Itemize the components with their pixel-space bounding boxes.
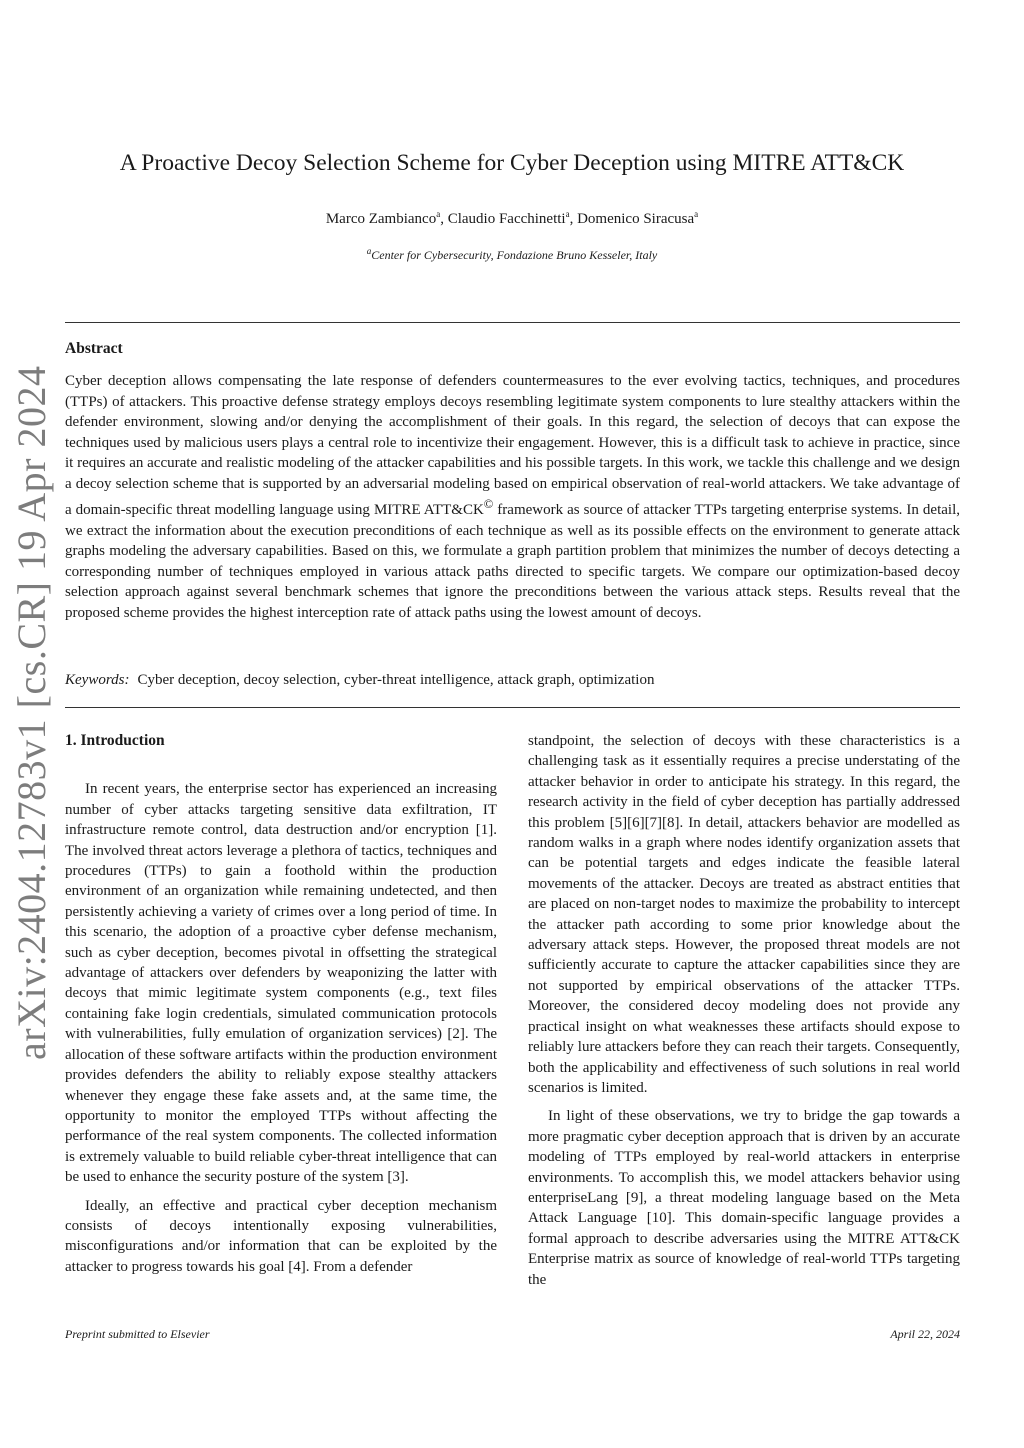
author-name: Domenico Siracusa: [577, 211, 695, 227]
abstract-text: [65, 371, 960, 623]
footer-date: April 22, 2024: [890, 1327, 960, 1341]
author-affiliation-mark: a: [565, 209, 570, 219]
author-affiliation-mark: a: [694, 209, 699, 219]
body-paragraph: In recent years, the enterprise sector has experienced an increasing number of cyber attacks targeting sensitive data exfiltration, IT infrastructure remote control, data destruction and/or encryption [1]. The involved threat actors leverage a plethora of tactics, techniques and procedures (TTPs) to gain a foothold within the production environment of an organization while remaining undetected, and then persistently achieving a variety of crimes over a long period of time. In this scenario, the adoption of a proactive cyber defense mechanism, such as cyber deception, becomes pivotal in offsetting the strategical advantage of attackers over defenders by weaponizing the latter with decoys that mimic legitimate system components (e.g., text files containing fake login credentials, simulated communication protocols with vulnerabilities, fully emulation of organization services) [2]. The allocation of these software artifacts within the production environment provides defenders the ability to reliably expose stealthy attackers whenever they engage these fake assets and, at the same time, the opportunity to monitor the employed TTPs without affecting the performance of the real system components. The collected information is extremely valuable to build reliable cyber-threat intelligence that can be used to enhance the security posture of the system [3].: [65, 781, 497, 1186]
abstract-text-part2: framework as source of attacker TTPs targeting enterprise systems. In detail, we extract the information about the execution preconditions of each technique as well as its possible effects on the environment to generate attack graphs modeling the adversary capabilities. Based on this, we formulate a graph partition problem that minimizes the number of decoys detecting a corresponding number of techniques employed in various attack paths directed to specific targets. We compare our optimization-based decoy selection approach against several benchmark schemes that ignore the preconditions between the various attack steps. Results reveal that the proposed scheme provides the highest interception rate of attack paths using the lowest amount of decoys.: [65, 502, 960, 621]
author-name: Claudio Facchinetti: [447, 211, 566, 227]
author-list: Marco Zambianco$^a$, Claudio Facchinetti$^a$, Domenico Siracusa$^a$: [325, 209, 699, 227]
author-name: Marco Zambianco: [325, 211, 437, 227]
abstract-top-rule: [65, 322, 960, 323]
body-column-left: [65, 731, 497, 1285]
copyright-mark: ©: [483, 497, 494, 511]
abstract-bottom-rule: [65, 707, 960, 708]
body-paragraph: In light of these observations, we try to bridge the gap towards a more pragmatic cyber deception approach that is driven by an accurate modeling of TTPs employed by real-world attackers in enterprise environments. To accomplish this, we model attackers behavior using enterpriseLang [9], a threat modeling language based on the Meta Attack Language [10]. This domain-specific language provides a formal approach to describe adversaries using the MITRE ATT&CK Enterprise matrix as source of knowledge of real-world TTPs targeting the: [528, 1108, 960, 1288]
affiliation-text: Center for Cybersecurity, Fondazione Bruno Kesseler, Italy: [371, 248, 658, 262]
body-paragraph: standpoint, the selection of decoys with these characteristics is a challenging task as it essentially requires a precise understating of the attacker behavior in order to anticipate his strategy. In this regard, the research activity in the field of cyber deception has partially addressed this problem [5][6][7][8]. In detail, attackers behavior are modelled as random walks in a graph where nodes identify organization assets that can be potential targets and edges indicate the feasible lateral movements of the attacker. Decoys are treated as abstract entities that are placed on non-target nodes to maximize the probability to intercept the attacker path according to some prior knowledge about the adversary attack steps. However, the proposed threat models are not sufficiently accurate to capture the attacker capabilities since they are not supported by empirical observations of the attacker TTPs. Moreover, the considered decoy modeling does not provide any practical insight on what weaknesses these artifacts should expose to reliably lure attackers before they can reach their targets. Consequently, both the applicability and effectiveness of such solutions in real world scenarios is limited.: [528, 733, 960, 1096]
abstract-text-part1: Cyber deception allows compensating the late response of defenders countermeasures to the ever evolving tactics, techniques, and procedures (TTPs) of attackers. This proactive defense strategy employs decoys resembling legitimate system components to lure stealthy attackers within the defender environment, slowing and/or denying the accomplishment of their goals. In this regard, the selection of decoys that can expose the techniques used by malicious users plays a central role to incentivize their engagement. However, this is a difficult task to achieve in practice, since it requires an accurate and realistic modeling of the attacker capabilities and his possible targets. In this work, we tackle this challenge and we design a decoy selection scheme that is supported by an adversarial modeling based on empirical observation of real-world attackers. We take advantage of a domain-specific threat modelling language using MITRE ATT&CK: [65, 373, 960, 518]
section-heading-introduction: 1. Introduction: [65, 732, 165, 749]
paper-title: A Proactive Decoy Selection Scheme for Cyber Deception using MITRE ATT&CK: [119, 150, 905, 176]
author-affiliation-mark: a: [436, 209, 441, 219]
body-column-right: [528, 731, 960, 1298]
affiliation-mark: a: [366, 246, 372, 256]
body-paragraph: Ideally, an effective and practical cyber deception mechanism consists of decoys intentionally exposing vulnerabilities, misconfigurations and/or information that can be exploited by the attacker to progress towards his goal [4]. From a defender: [65, 1197, 497, 1275]
keywords: [65, 672, 960, 689]
keywords-label: Keywords:: [65, 672, 130, 688]
affiliation: [0, 246, 1024, 263]
arxiv-identifier-stamp: arXiv:2404.12783v1 [cs.CR] 19 Apr 2024: [9, 365, 54, 1060]
abstract-heading: Abstract: [65, 340, 123, 357]
keywords-text: Cyber deception, decoy selection, cyber-threat intelligence, attack graph, optimization: [137, 672, 655, 688]
footer-preprint-note: Preprint submitted to Elsevier: [65, 1327, 210, 1341]
